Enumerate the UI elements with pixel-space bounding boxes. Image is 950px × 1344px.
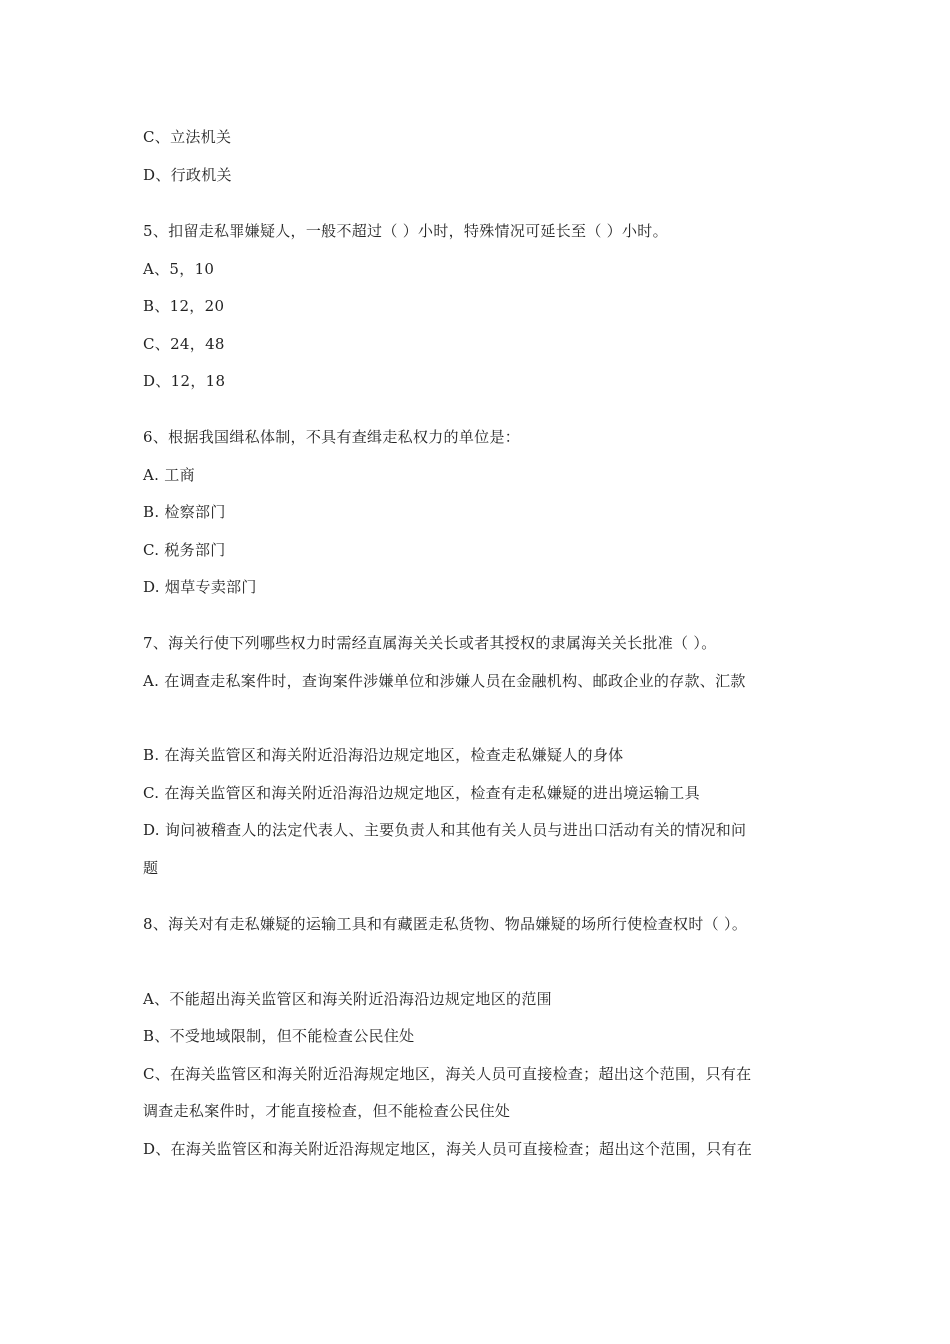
question-6-option-b: B. 检察部门 <box>143 503 226 521</box>
question-7-text: 7、海关行使下列哪些权力时需经直属海关关长或者其授权的隶属海关关长批准（ ）。 <box>143 634 717 652</box>
question-5-option-b: B、12，20 <box>143 297 225 315</box>
question-7-option-d: D. 询问被稽查人的法定代表人、主要负责人和其他有关人员与进出口活动有关的情况和问 <box>143 821 747 839</box>
question-5-option-c: C、24，48 <box>143 335 225 353</box>
question-5-option-a: A、5，10 <box>143 260 215 278</box>
question-7-option-a: A. 在调查走私案件时，查询案件涉嫌单位和涉嫌人员在金融机构、邮政企业的存款、汇款 <box>143 672 746 690</box>
question-7-option-b: B. 在海关监管区和海关附近沿海沿边规定地区，检查走私嫌疑人的身体 <box>143 746 624 764</box>
question-8-option-a: A、不能超出海关监管区和海关附近沿海沿边规定地区的范围 <box>143 990 552 1008</box>
option-d-line: D、行政机关 <box>143 166 232 184</box>
question-8-option-c-continuation: 调查走私案件时，才能直接检查，但不能检查公民住处 <box>143 1102 511 1120</box>
question-7-option-d-continuation: 题 <box>143 859 159 877</box>
question-8-option-c: C、在海关监管区和海关附近沿海规定地区，海关人员可直接检查；超出这个范围，只有在 <box>143 1065 752 1083</box>
question-7-option-c: C. 在海关监管区和海关附近沿海沿边规定地区，检查有走私嫌疑的进出境运输工具 <box>143 784 700 802</box>
question-8-option-d: D、在海关监管区和海关附近沿海规定地区，海关人员可直接检查；超出这个范围，只有在 <box>143 1140 753 1158</box>
question-6-text: 6、根据我国缉私体制，不具有查缉走私权力的单位是： <box>143 428 521 446</box>
question-8-option-b: B、不受地域限制，但不能检查公民住处 <box>143 1027 415 1045</box>
question-6-option-c: C. 税务部门 <box>143 541 226 559</box>
question-5-text: 5、扣留走私罪嫌疑人，一般不超过（ ）小时，特殊情况可延长至（ ）小时。 <box>143 222 668 240</box>
question-6-option-d: D. 烟草专卖部门 <box>143 578 257 596</box>
question-8-text: 8、海关对有走私嫌疑的运输工具和有藏匿走私货物、物品嫌疑的场所行使检查权时（ ）。 <box>143 915 748 933</box>
question-6-option-a: A. 工商 <box>143 466 195 484</box>
option-c-line: C、立法机关 <box>143 128 232 146</box>
question-5-option-d: D、12，18 <box>143 372 226 390</box>
